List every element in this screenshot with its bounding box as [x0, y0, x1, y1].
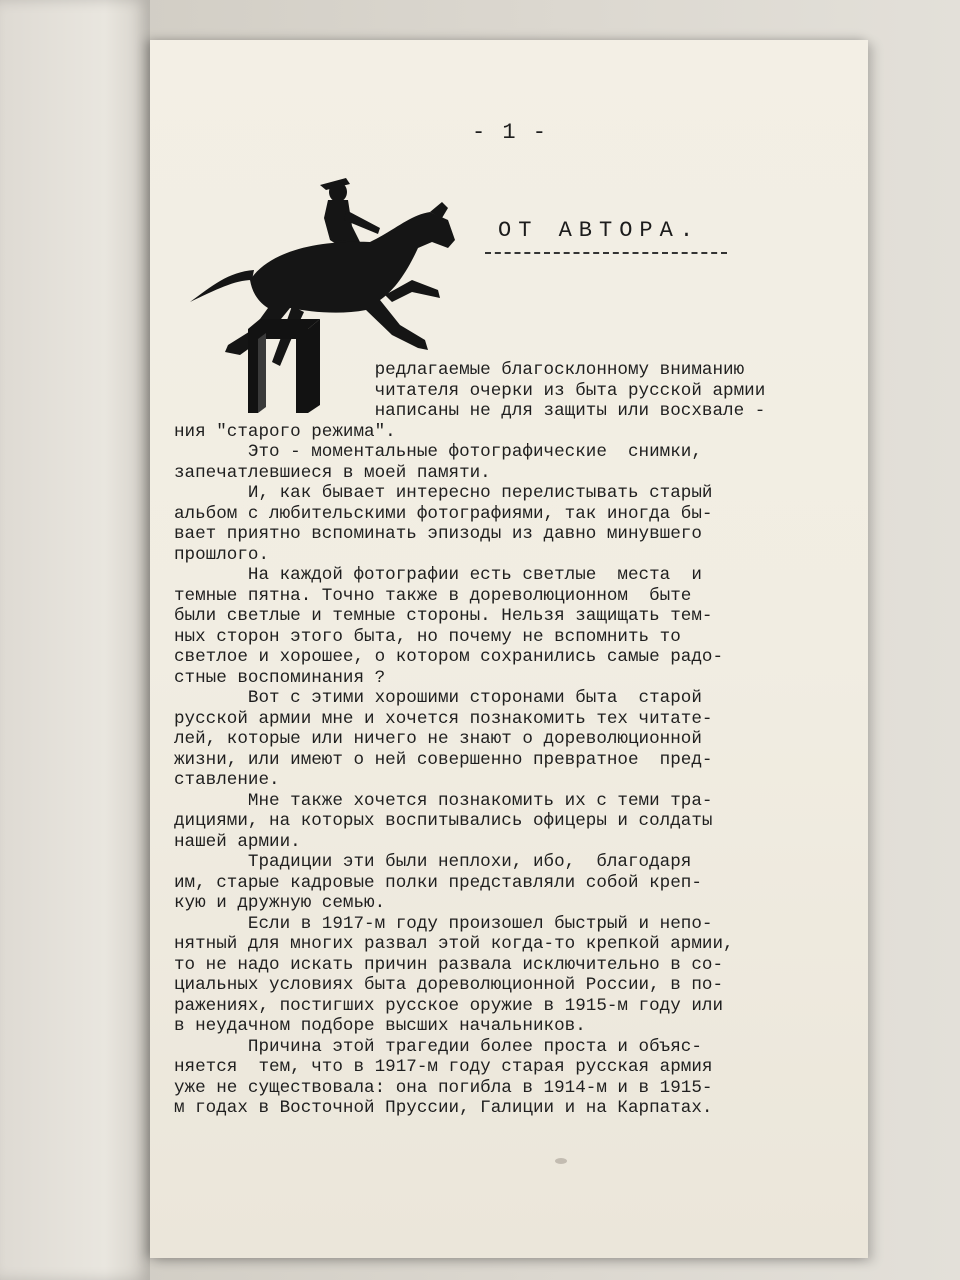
document-page	[150, 40, 868, 1258]
text-line: русской армии мне и хочется познакомить тех читате-	[174, 708, 713, 729]
text-line: ставление.	[174, 770, 280, 790]
text-line: альбом с любительскими фотографиями, так иногда бы-	[174, 503, 713, 524]
text-line: нашей армии.	[174, 831, 301, 852]
text-line: Если в 1917-м году произошел быстрый и непо-	[174, 913, 713, 934]
text-line: ния "старого режима".	[174, 421, 396, 442]
page-number: - 1 -	[471, 120, 548, 145]
text-line: прошлого.	[174, 544, 270, 565]
heading-title: ОТ АВТОРА.	[498, 218, 701, 243]
text-line: жизни, или имеют о ней совершенно превратное пред-	[174, 749, 713, 770]
text-line: были светлые и темные стороны. Нельзя защищать тем-	[174, 606, 713, 626]
text-line: м годах в Восточной Пруссии, Галиции и на Карпатах.	[174, 1098, 713, 1118]
text-line: ражениях, постигших русское оружие в 1915-м году или	[174, 995, 724, 1016]
text-line: циальных условиях быта дореволюционной России, в по-	[174, 975, 724, 995]
text-line: запечатлевшиеся в моей памяти.	[174, 462, 491, 483]
text-line: им, старые кадровые полки представляли собой креп-	[174, 872, 702, 893]
text-line: в неудачном подборе высших начальников.	[174, 1016, 586, 1036]
text-line: лей, которые или ничего не знают о дореволюционной	[174, 729, 702, 749]
body-text	[174, 360, 814, 1119]
text-line: стные воспоминания ?	[174, 667, 386, 688]
text-line: то не надо искать причин развала исключительно в со-	[174, 954, 724, 975]
text-line: нятный для многих развал этой когда-то крепкой армии,	[174, 934, 734, 954]
text-line: Причина этой трагедии более проста и объяс-	[174, 1036, 702, 1057]
text-line: редлагаемые благосклонному вниманию	[174, 360, 745, 380]
text-line: дициями, на которых воспитывались офицеры и солдаты	[174, 811, 713, 831]
heading-underline	[485, 252, 727, 254]
text-line: вает приятно вспоминать эпизоды из давно минувшего	[174, 524, 702, 544]
paper-smudge	[555, 1158, 567, 1164]
text-line: На каждой фотографии есть светлые места и	[174, 565, 702, 585]
text-line: читателя очерки из быта русской армии	[174, 380, 766, 401]
text-line: кую и дружную семью.	[174, 893, 386, 913]
text-line: И, как бывает интересно перелистывать старый	[174, 483, 713, 503]
text-line: Мне также хочется познакомить их с теми тра-	[174, 790, 713, 811]
text-line: няется тем, что в 1917-м году старая русская армия	[174, 1057, 713, 1077]
left-page-edge	[0, 0, 150, 1280]
text-line: Это - моментальные фотографические снимки,	[174, 442, 702, 462]
text-line: светлое и хорошее, о котором сохранились самые радо-	[174, 647, 724, 667]
text-line: темные пятна. Точно также в дореволюционном быте	[174, 585, 692, 606]
text-line: Вот с этими хорошими сторонами быта старой	[174, 688, 702, 708]
text-line: Традиции эти были неплохи, ибо, благодаря	[174, 852, 692, 872]
text-line: уже не существовала: она погибла в 1914-м и в 1915-	[174, 1077, 713, 1098]
text-line: написаны не для защиты или восхвале -	[174, 401, 766, 421]
text-line: ных сторон этого быта, но почему не вспомнить то	[174, 626, 681, 647]
